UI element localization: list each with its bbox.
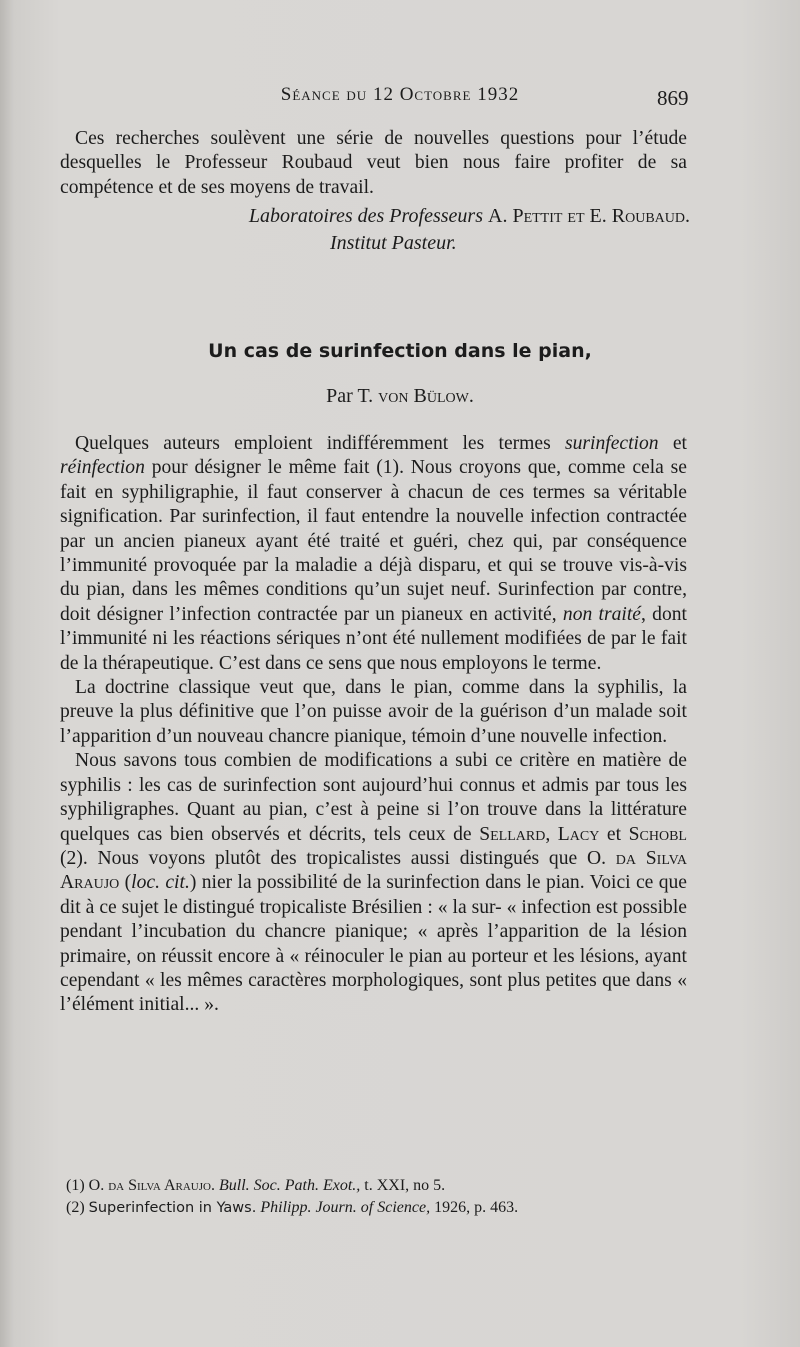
body-paragraph-1 — [60, 432, 687, 676]
byline-prefix: Par T. — [326, 385, 374, 407]
author-schobl: Schobl — [628, 823, 687, 845]
text-run: et — [599, 823, 629, 845]
text-run: et — [658, 433, 687, 454]
byline-author: von Bülow. — [378, 385, 474, 407]
body-paragraph-3 — [60, 749, 687, 1017]
loc-cit: loc. cit. — [131, 872, 190, 894]
laboratory-credit — [0, 205, 690, 228]
laboratory-label: Laboratoires des Professeurs — [248, 205, 483, 227]
term-surinfection: surinfection — [564, 433, 659, 454]
intro-block — [60, 127, 687, 200]
page-number: 869 — [657, 86, 689, 110]
text-run: ) nier la possibilité de la surinfection dans le pian. Voici ce que dit à ce sujet le distingué tropicaliste Brésilien : « la sur- « infection est possible pendant l’incubation du chancre pianique; « après l’apparition de la lésion primaire, on réussit encore à « réinoculer le pian au porteur et les lésions, ayant cependant « les mêmes caractères morphologiques, sont plus petites que dans « l’élément initial... ». — [60, 872, 687, 1016]
term-reinfection: réinfection — [60, 457, 145, 479]
laboratory-names: A. Pettit et E. Roubaud. — [488, 205, 690, 227]
institute-name: Institut Pasteur. — [330, 232, 457, 254]
article-body — [60, 432, 687, 1018]
institute-line — [330, 232, 630, 255]
footnote-marker: (1) O. — [66, 1177, 105, 1194]
footnote-year-page: 1926, p. 463. — [434, 1199, 519, 1216]
term-non-traite: non traité — [562, 603, 641, 625]
intro-paragraph: Ces recherches soulèvent une série de nouvelles questions pour l’étude desquelles le Professeur Roubaud veut bien nous faire profiter de sa compétence et de ses moyens de travail. — [60, 128, 687, 198]
text-run: pour désigner le même fait (1). Nous croyons que, comme cela se fait en syphiligraphie, il faut conserver à chacun de ces termes sa véritable signification. Par surinfection, il faut entendre la nouvelle infection contractée par un ancien pianeux ayant été traité et guéri, chez qui, par conséquence l’immunité provoquée par la maladie a déjà disparu, et qui se trouve vis-à-vis du pian, dans les mêmes conditions qu’un sujet neuf. Surinfection par contre, doit désigner l’infection contractée par un pianeux en activité, — [60, 457, 687, 625]
footnotes — [66, 1175, 706, 1219]
footnote-volume: t. XXI, no 5. — [364, 1177, 446, 1194]
text-run: , — [545, 823, 558, 845]
text-run: Nous savons tous combien de modifications a subi ce critère en matière de syphilis : les cas de surinfection sont aujourd’hui connus et admis par tous les syphiligraphes. Quant au pian, c’est à peine si l’on trouve dans la littérature quelques cas bien observés et décrits, tels ceux de — [60, 750, 687, 845]
running-head: Séance du 12 Octobre 1932 — [280, 84, 520, 105]
footnote-marker: (2) — [66, 1199, 85, 1216]
footnote-1 — [66, 1175, 706, 1197]
byline — [0, 385, 800, 408]
body-paragraph-2: La doctrine classique veut que, dans le pian, comme dans la syphilis, la preuve la plus définitive que l’on puisse avoir de la guérison d’un malade soit l’apparition d’un nouveau chancre pianique, témoin d’une nouvelle infection. — [60, 677, 687, 747]
article-title: Un cas de surinfection dans le pian, — [208, 340, 592, 362]
text-run: ( — [119, 872, 132, 894]
footnote-title: Superinfection in Yaws. — [88, 1200, 257, 1216]
text-run: Quelques auteurs emploient indifféremment les termes — [75, 433, 565, 454]
footnote-journal: Philipp. Journ. of Science, — [260, 1199, 431, 1216]
footnote-author: da Silva Araujo. — [108, 1177, 215, 1194]
footnote-2 — [66, 1197, 706, 1219]
footnote-journal: Bull. Soc. Path. Exot., — [218, 1177, 361, 1194]
text-run: (2). Nous voyons plutôt des tropicalistes aussi distingués que O. — [60, 847, 616, 869]
author-araujo: da Silva Araujo — [60, 847, 687, 894]
author-sellard: Sellard — [479, 823, 546, 845]
author-lacy: Lacy — [557, 823, 600, 845]
text-run: , dont l’immunité ni les réactions sériques n’ont été nullement modifiées de par le fait de la thérapeutique. C’est dans ce sens que nous employons le terme. — [60, 603, 687, 674]
